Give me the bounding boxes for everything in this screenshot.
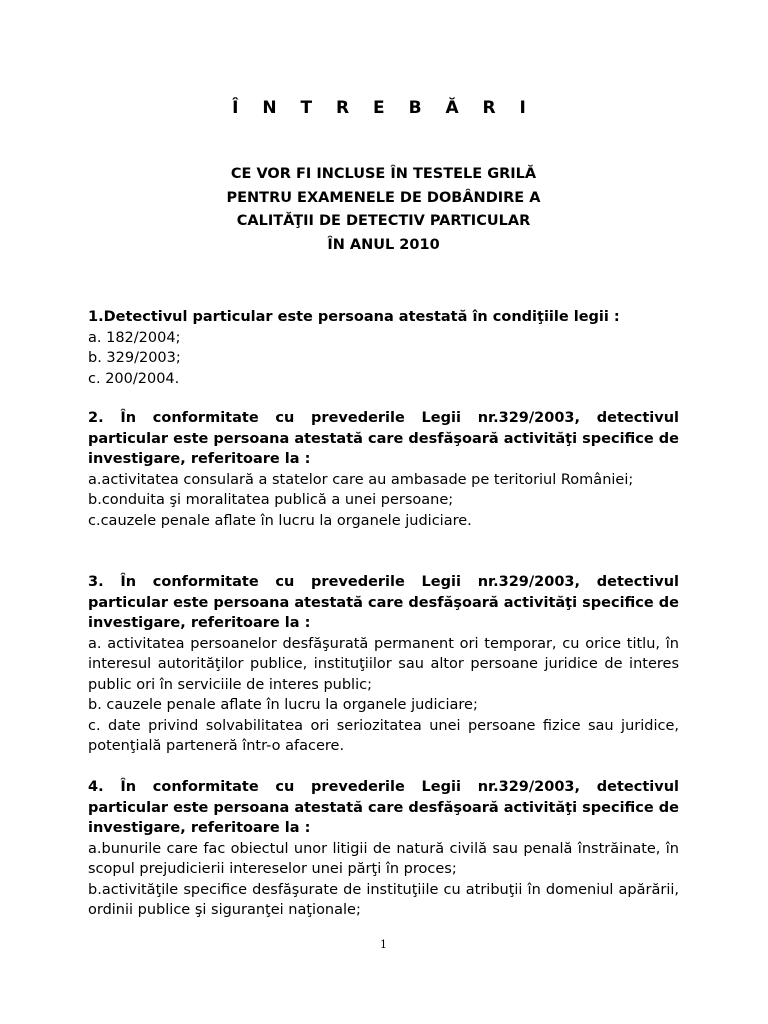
- question-3: [88, 572, 679, 757]
- subtitle-line: CE VOR FI INCLUSE ÎN TESTELE GRILĂ: [230, 166, 537, 182]
- document-page: [88, 0, 679, 1024]
- question-text: 4. În conformitate cu prevederile Legii nr.329/2003, detectivul particular este persoana atestată care desfăşoară activităţi specifice de investigare, referitoare la :: [88, 779, 679, 836]
- document-subtitle: [88, 163, 679, 257]
- question-2: [88, 408, 679, 531]
- answer-option: a. 182/2004;: [88, 329, 181, 346]
- answer-option: a. activitatea persoanelor desfăşurată permanent ori temporar, cu orice titlu, în interesul autorităţilor publice, instituţiilor sau altor persoane juridice de interes public ori în serviciile de interes public;: [88, 635, 679, 693]
- question-4: [88, 777, 679, 921]
- page-number: 1: [380, 938, 387, 951]
- answer-option: a.bunurile care fac obiectul unor litigii de natură civilă sau penală înstrăinate, în scopul prejudicierii intereselor unei părţi în proces;: [88, 840, 679, 877]
- question-text: 3. În conformitate cu prevederile Legii nr.329/2003, detectivul particular este persoana atestată care desfăşoară activităţi specifice de investigare, referitoare la :: [88, 574, 679, 631]
- question-text: 2. În conformitate cu prevederile Legii nr.329/2003, detectivul particular este persoana atestată care desfăşoară activităţi specifice de investigare, referitoare la :: [88, 410, 679, 467]
- answer-option: c. date privind solvabilitatea ori seriozitatea unei persoane fizice sau juridice, potenţială parteneră într-o afacere.: [88, 717, 679, 754]
- answer-option: b. cauzele penale aflate în lucru la organele judiciare;: [88, 697, 478, 713]
- answer-option: b.conduita şi moralitatea publică a unei persoane;: [88, 492, 454, 508]
- answer-option: b.activităţile specifice desfăşurate de instituţiile cu atribuţii în domeniul apărării, ordinii publice şi siguranţei naţionale;: [88, 881, 679, 918]
- subtitle-line: CALITĂŢII DE DETECTIV PARTICULAR: [236, 213, 531, 229]
- subtitle-line: ÎN ANUL 2010: [327, 236, 440, 253]
- answer-option: c.cauzele penale aflate în lucru la organele judiciare.: [88, 512, 472, 529]
- answer-option: a.activitatea consulară a statelor care au ambasade pe teritoriul României;: [88, 471, 634, 488]
- document-title: Î N T R E B Ă R I: [232, 98, 535, 118]
- question-text: 1.Detectivul particular este persoana atestată în condiţiile legii :: [88, 309, 620, 325]
- subtitle-line: PENTRU EXAMENELE DE DOBÂNDIRE A: [226, 189, 541, 206]
- question-1: [88, 307, 679, 389]
- answer-option: b. 329/2003;: [88, 350, 181, 366]
- answer-option: c. 200/2004.: [88, 370, 180, 387]
